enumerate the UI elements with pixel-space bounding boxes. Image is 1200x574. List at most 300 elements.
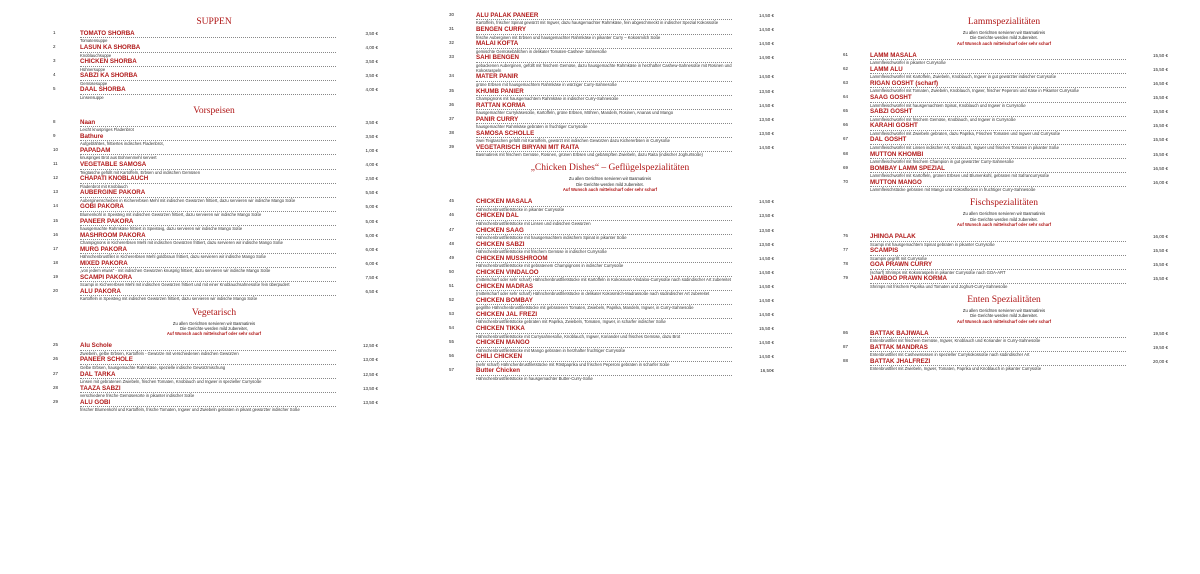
section-note: Die Gerichte werden mild zubereitet. bbox=[970, 216, 1038, 222]
section-note: Die Gerichte werden mild zubereitet, bbox=[180, 325, 248, 331]
item-number: 10 bbox=[53, 147, 59, 153]
item-description: Auberginenscheiben in Kichererbsen Mehl mit indischen Gewürzen frittiert, dazu servieren wir indische Mango Soße bbox=[80, 197, 296, 203]
item-description: (mittelscharf oder sehr scharf) Hähnchenbrustfiletstücke in delikater Kokosmilch-Madrassoße nach südindischer Art zubereitet bbox=[476, 291, 710, 297]
item-name: MATER PANIR bbox=[476, 73, 732, 81]
section-title: „Chicken Dishes“ – Geflügelspezialitäten bbox=[530, 163, 690, 174]
item-name: CHICKEN SHORBA bbox=[80, 58, 336, 66]
menu-column-1 bbox=[50, 12, 378, 413]
menu-item bbox=[840, 358, 1168, 372]
item-description: Hähnchenbrustfiletstücke mit Mango gebraten in herzhafter fruchtiger Currysoße bbox=[476, 347, 626, 353]
item-name: SAHI BENGEN bbox=[476, 54, 732, 62]
item-name: ALU PALAK PANEER bbox=[476, 12, 732, 20]
item-price: 3,50 € bbox=[365, 59, 378, 65]
menu-section bbox=[446, 12, 774, 157]
menu-item bbox=[840, 233, 1168, 247]
item-description: Fladenbrot mit Knoblauch bbox=[80, 183, 128, 189]
item-description: Champignons in Kichererbsen Mehl mit indischen Gewürzen frittiert, dazu servieren wir indische Mango Soße bbox=[80, 240, 283, 246]
item-price: 13,50 € bbox=[758, 213, 774, 219]
item-description: Lammfleischwürfel mit Zwiebeln gebraten, dazu Paprika, Frischen Tomaten und Ingwer und Currysoße bbox=[870, 130, 1061, 136]
menu-item bbox=[50, 232, 378, 246]
item-name: JHINGA PALAK bbox=[870, 233, 1126, 241]
item-number: 3 bbox=[53, 58, 56, 64]
item-price: 13,50 € bbox=[758, 227, 774, 233]
item-price: 19,50 € bbox=[1152, 330, 1168, 336]
item-name: MUTTON KHOMBI bbox=[870, 151, 1126, 159]
item-name: GOA PRAWN CURRY bbox=[870, 261, 1126, 269]
item-name: CHAPATI KNOBLAUCH bbox=[80, 175, 336, 183]
item-number: 20 bbox=[53, 288, 59, 293]
item-price: 16,50 € bbox=[1152, 81, 1168, 87]
item-name: TOMATO SHORBA bbox=[80, 30, 336, 38]
item-description: gemischte Gemüsebällchen in delikater Tomaten-Cashew- Sahnesoße bbox=[476, 48, 607, 54]
menu-item bbox=[446, 144, 774, 158]
item-description: Lammfleischwürfel mit Tomaten, Zwiebeln, Knoblauch, Ingwer, frischer Peperoni und Käse in Pikanter Currysoße bbox=[870, 88, 1079, 94]
menu-item bbox=[446, 353, 774, 367]
item-description: Gemüsesuppe bbox=[80, 80, 108, 86]
menu-section bbox=[50, 106, 378, 302]
item-number: 76 bbox=[843, 233, 849, 239]
menu-item bbox=[840, 344, 1168, 358]
item-name: PANIR CURRY bbox=[476, 116, 732, 124]
item-name: CHICKEN BOMBAY bbox=[476, 297, 732, 305]
item-price: 15,50 € bbox=[1152, 52, 1168, 58]
item-number: 77 bbox=[843, 247, 849, 253]
item-description: gegrillte Hähnchenbrustfiletstücke mit gebratenen Tomaten, Zwiebeln, Paprika, Mandeln, Ingwer, in Curry-Sahnesoße bbox=[476, 305, 694, 311]
item-number: 57 bbox=[449, 367, 455, 373]
menu-item bbox=[446, 54, 774, 73]
item-number: 62 bbox=[843, 65, 849, 71]
item-price: 7,50 € bbox=[365, 274, 378, 280]
menu-item bbox=[840, 80, 1168, 94]
item-description: Entenbrustfilet mit Zwiebeln, Ingwer, Tomaten, Paprika und Knoblauch in pikanter Currysoße bbox=[870, 366, 1042, 372]
item-description: Hähnchenbrustfiletstücke in pikanter Currysoße bbox=[476, 206, 565, 212]
menu-item bbox=[446, 198, 774, 212]
menu-item bbox=[50, 133, 378, 147]
menu-item bbox=[50, 161, 378, 175]
item-price: 15,50 € bbox=[1152, 66, 1168, 72]
item-name: ALU GOBI bbox=[80, 399, 336, 407]
item-name: TAAZA SABZI bbox=[80, 385, 336, 393]
menu-item bbox=[840, 165, 1168, 179]
menu-section bbox=[50, 308, 378, 413]
menu-item bbox=[50, 44, 378, 58]
item-number: 54 bbox=[449, 325, 455, 331]
menu-item bbox=[50, 119, 378, 133]
item-number: 33 bbox=[449, 54, 455, 60]
item-name: LAMM MASALA bbox=[870, 52, 1126, 60]
menu-item bbox=[446, 88, 774, 102]
item-price: 19,50 € bbox=[1152, 344, 1168, 350]
section-note: Zu allen Gerichten servieren wir Basmatireis bbox=[962, 211, 1046, 217]
item-price: 13,50 € bbox=[362, 385, 378, 391]
section-title: Vegetarisch bbox=[191, 307, 237, 318]
item-description: Hähnchenbrustfiletstücke mit frischem Gemüse in indischer Currysoße bbox=[476, 249, 607, 255]
item-price: 3,50 € bbox=[365, 73, 378, 79]
menu-item bbox=[50, 218, 378, 232]
item-name: RATTAN KORMA bbox=[476, 102, 732, 110]
item-description: Entenbrustfilet mit frischem Gemüse, Ingwer, Knoblauch und Koriander in Curry-Sahnesoße bbox=[870, 338, 1041, 344]
item-description: Linsen mit gebratenen Zwiebeln, frischen Tomaten, Knoblauch und Ingwer in spezieller Currysoße bbox=[80, 378, 262, 384]
item-name: SAMOSA SCHOLLE bbox=[476, 130, 732, 138]
item-number: 69 bbox=[843, 164, 849, 170]
menu-item bbox=[446, 116, 774, 130]
item-description: Shrimps mit frischem Paprika und Tomaten und Joghurt-Curry-Sahnesoße bbox=[870, 283, 1008, 289]
item-name: LASUN KA SHORBA bbox=[80, 44, 336, 52]
item-price: 3,50 € bbox=[365, 133, 378, 139]
menu-item bbox=[840, 261, 1168, 275]
item-number: 19 bbox=[53, 273, 59, 279]
item-number: 56 bbox=[449, 353, 455, 359]
item-description: Lammfleischstücke gebraten mit Mango und Kokosflocken in fruchtiger Curry-Sahnesoße bbox=[870, 187, 1036, 193]
menu-item bbox=[840, 179, 1168, 193]
item-number: 14 bbox=[53, 203, 59, 209]
item-price: 4,00 € bbox=[365, 45, 378, 51]
item-price: 5,00 € bbox=[365, 232, 378, 238]
item-name: Naan bbox=[80, 119, 336, 127]
item-description: Entenbrustfilet mit Cashewnüssen in spezieller Currykokossoße nach südindischer Art bbox=[870, 352, 1030, 358]
item-number: 63 bbox=[843, 80, 849, 86]
section-title: Vorspeisen bbox=[193, 105, 235, 116]
item-price: 6,00 € bbox=[365, 246, 378, 252]
item-number: 16 bbox=[53, 231, 59, 237]
item-description: Hähnchenbrustfiletstücke mit gebratenem Champignons in indischer Currysoße bbox=[476, 263, 624, 269]
menu-item bbox=[446, 339, 774, 353]
item-description: Scampi mit hausgemachtem Spinat gebraten in pikanter Currysoße bbox=[870, 241, 995, 247]
item-price: 15,50 € bbox=[1152, 276, 1168, 282]
menu-item bbox=[446, 283, 774, 297]
item-name: BOMBAY LAMM SPEZIAL bbox=[870, 165, 1126, 173]
menu-item bbox=[446, 102, 774, 116]
item-description: Lammfleischwürfel mit frischem Gemüse, Knoblauch, und Ingwer in Currysoße bbox=[870, 116, 1016, 122]
item-description: Hähnchenbrustfiletstücke mit hausgemachtem indischem Spinat in pikanter Soße bbox=[476, 234, 627, 240]
item-description: Linsensuppe bbox=[80, 94, 104, 100]
item-number: 4 bbox=[53, 72, 56, 78]
menu-item bbox=[50, 203, 378, 217]
menu-item bbox=[446, 73, 774, 87]
item-price: 14,50 € bbox=[758, 255, 774, 261]
menu-item bbox=[50, 371, 378, 385]
item-price: 14,50 € bbox=[758, 269, 774, 275]
item-price: 15,50 € bbox=[1152, 248, 1168, 254]
item-name: CHICKEN SABZI bbox=[476, 241, 732, 249]
item-price: 14,50 € bbox=[758, 199, 774, 205]
item-description: Lammfleischwürfel mit Kartoffeln, grünen Erbsen und Blumenkohl, gebraten mit Safrancurrysoße bbox=[870, 173, 1050, 179]
menu-section bbox=[50, 17, 378, 100]
section-note: Auf Wunsch auch mittelscharf oder sehr scharf bbox=[562, 187, 658, 193]
item-name: SABZI KA SHORBA bbox=[80, 72, 336, 80]
item-number: 15 bbox=[53, 217, 59, 223]
item-description: zwei Teigtaschen gefüllt mit Kartoffeln, gewürzt mit indischen Gewürzen dazu Kichererbsen in Currysoße bbox=[476, 138, 670, 144]
menu-section bbox=[446, 163, 774, 381]
menu-item bbox=[840, 52, 1168, 66]
item-number: 61 bbox=[843, 51, 849, 57]
item-number: 86 bbox=[843, 329, 849, 335]
menu-item bbox=[50, 72, 378, 86]
item-description: Zwiebeln, gelbe Erbsen, Kartoffeln - Gewürze mit verschiedenen indischen Gewürzen bbox=[80, 350, 239, 356]
item-number: 37 bbox=[449, 115, 455, 121]
section-note: Die Gerichte werden mild zubereitet. bbox=[970, 313, 1038, 319]
item-price: 5,00 € bbox=[365, 204, 378, 210]
menu-item bbox=[50, 86, 378, 100]
menu-item bbox=[50, 189, 378, 203]
item-description: Scampis gegrillt mit Currysoße bbox=[870, 255, 928, 261]
item-description: Lammfleischwürfel mit Kartoffeln, Zwiebeln, Knoblauch, Ingwer in gut gewürzter indischer Currysoße bbox=[870, 74, 1057, 80]
item-description: Hähnchenbrustfiletstücke mit Linsen und indischen Gewürzen bbox=[476, 220, 591, 226]
item-description: (sehr scharf) Hähnchenbrustfiletstücke mit Röstpaprika und frischen Peperoni gebraten in scharfer Soße bbox=[476, 361, 670, 367]
item-number: 79 bbox=[843, 275, 849, 281]
section-note: Die Gerichte werden mild zubereitet. bbox=[576, 181, 644, 187]
item-price: 1,00 € bbox=[365, 148, 378, 154]
item-number: 5 bbox=[53, 86, 56, 92]
item-name: SABZI GOSHT bbox=[870, 108, 1126, 116]
item-number: 70 bbox=[843, 178, 849, 184]
item-number: 53 bbox=[449, 311, 455, 317]
item-name: MASHROOM PAKORA bbox=[80, 232, 336, 240]
item-number: 36 bbox=[449, 101, 455, 107]
item-number: 17 bbox=[53, 245, 59, 251]
item-name: ALU PAKORA bbox=[80, 288, 336, 296]
menu-column-2 bbox=[446, 12, 774, 382]
menu-item bbox=[446, 12, 774, 26]
item-number: 48 bbox=[449, 240, 455, 246]
item-description: Leicht knuspriges Fladenbrot bbox=[80, 127, 134, 133]
section-note: Zu allen Gerichten servieren wir Basmatireis bbox=[172, 320, 256, 326]
item-description: Hähnchenbrustfiletstücke mit Currysahnesoße, Knoblauch, Ingwer, Koriander und frisches Gemüse, dazu Brot bbox=[476, 333, 681, 339]
item-number: 11 bbox=[53, 161, 58, 167]
item-name: Butter Chicken bbox=[476, 367, 732, 375]
item-name: BATTAK MANDRAS bbox=[870, 344, 1126, 352]
item-number: 28 bbox=[53, 384, 59, 390]
menu-item bbox=[446, 311, 774, 325]
item-price: 14,50 € bbox=[758, 13, 774, 18]
menu-item bbox=[446, 367, 774, 381]
item-price: 14,50 € bbox=[758, 144, 774, 150]
item-name: BATTAK BAJIWALA bbox=[870, 330, 1126, 338]
item-description: hausgemachter Rahmkäse gebraten in fruchtiger Currysoße bbox=[476, 124, 588, 130]
item-number: 26 bbox=[53, 356, 59, 362]
section-note: Zu allen Gerichten servieren wir Basmatireis bbox=[962, 30, 1046, 35]
section-note: Auf Wunsch auch mittelscharf oder sehr scharf bbox=[166, 331, 262, 337]
menu-column-3 bbox=[840, 12, 1168, 372]
item-price: 6,50 € bbox=[365, 289, 378, 294]
menu-item bbox=[50, 385, 378, 399]
item-name: DAL TARKA bbox=[80, 371, 336, 379]
item-description: Kartoffeln, frischer Spinat gewürzt mit Ingwer, dazu hausgemachter Rahmkäse, fein abgeschmeckt in indischer Spezial Kokossoße bbox=[476, 20, 719, 26]
item-name: CHICKEN MASALA bbox=[476, 198, 732, 206]
item-description: gebackenen Auberginen, gefüllt mit frischem Gemüse, dazu hausgemachte Rahmkäse in herzhafter Cashew-Sahnesoße mit Rosinen und Kokosraspeln bbox=[476, 62, 732, 73]
item-number: 65 bbox=[843, 108, 849, 114]
item-description: Hähnchenbrustfilet in Kichererbsen Mehl goldbraun frittiert, dazu servieren wir indische Mango Soße bbox=[80, 254, 266, 260]
item-description: knuspriges Brot aus Bohnenmehl serviert bbox=[80, 155, 157, 161]
menu-item bbox=[50, 356, 378, 370]
item-description: (mittelscharf oder sehr scharf) Hähnchenbrustfiletstücke mit Kartoffeln in Kokosnuss-Vindaloo-Currysoße nach südindischer Art zubereitet bbox=[476, 277, 731, 283]
item-price: 4,00 € bbox=[365, 87, 378, 93]
item-description: Teigtasche gefüllt mit Kartoffeln, Erbsen und indischen Gemüsen bbox=[80, 169, 201, 175]
item-price: 13,50 € bbox=[758, 88, 774, 94]
item-name: MUTTON MANGO bbox=[870, 179, 1126, 187]
item-number: 66 bbox=[843, 122, 849, 128]
item-description: Blumenkohl in Speisteig mit indischen Gewürzen frittiert, dazu servieren wir indische Mango Soße bbox=[80, 211, 262, 217]
item-price: 14,50 € bbox=[758, 283, 774, 289]
menu-item bbox=[840, 122, 1168, 136]
menu-item bbox=[840, 247, 1168, 261]
menu-item bbox=[446, 325, 774, 339]
item-name: PAPADAM bbox=[80, 147, 336, 155]
item-price: 12,50 € bbox=[362, 343, 378, 349]
item-number: 55 bbox=[449, 339, 455, 345]
section-note: Auf Wunsch auch mittelscharf oder sehr scharf bbox=[956, 40, 1052, 46]
item-number: 30 bbox=[449, 12, 455, 17]
item-price: 15,50 € bbox=[1152, 123, 1168, 129]
item-number: 67 bbox=[843, 136, 849, 142]
item-name: RIGAN GOSHT (scharf) bbox=[870, 80, 1126, 88]
menu-item bbox=[50, 342, 378, 356]
item-number: 18 bbox=[53, 259, 59, 265]
menu-item bbox=[446, 130, 774, 144]
item-name: PANEER SCHOLE bbox=[80, 356, 336, 364]
item-name: CHICKEN TIKKA bbox=[476, 325, 732, 333]
item-price: 15,50 € bbox=[1152, 262, 1168, 268]
item-number: 32 bbox=[449, 40, 455, 46]
item-name: GOBI PAKORA bbox=[80, 203, 336, 211]
item-name: LAMM ALU bbox=[870, 66, 1126, 74]
section-note: Die Gerichte werden mild zubereitet. bbox=[970, 35, 1038, 41]
item-description: Lammfleischwürfel mit frischem Champion in gut gewürzter Curry-Sahnesoße bbox=[870, 158, 1014, 164]
item-number: 51 bbox=[449, 282, 455, 288]
item-name: JAMBOO PRAWN KORMA bbox=[870, 275, 1126, 283]
item-description: Champignons mit hausgemachtem Rahmkäse in indischer Curry-Sahnesoße bbox=[476, 95, 619, 101]
menu-item bbox=[446, 297, 774, 311]
item-price: 14,50 € bbox=[758, 340, 774, 346]
menu-item bbox=[50, 399, 378, 413]
item-description: grüne Erbsen mit hausgemachtem Rahmkäse in würziger Curry-Sahnesoße bbox=[476, 81, 617, 87]
section-title: Enten Spezialitäten bbox=[967, 294, 1041, 305]
item-description: Hühnersuppe bbox=[80, 66, 106, 72]
item-number: 34 bbox=[449, 73, 455, 79]
item-number: 68 bbox=[843, 150, 849, 156]
menu-item bbox=[840, 108, 1168, 122]
item-description: Aufgeblähtes, frittiertes indisches Fladenbrot, bbox=[80, 141, 164, 147]
item-name: AUBERGINE PAKORA bbox=[80, 189, 336, 197]
menu-item bbox=[840, 66, 1168, 80]
item-description: hausgemachte Rahmkäse frittiert in Speisteig, dazu servieren wir indische Mango Soße bbox=[80, 225, 243, 231]
item-price: 14,50 € bbox=[758, 312, 774, 318]
item-number: 50 bbox=[449, 268, 455, 274]
item-description: Lammfleischwürfel in pikanter Currysoße bbox=[870, 60, 946, 66]
item-name: CHICKEN DAL bbox=[476, 212, 732, 220]
item-number: 25 bbox=[53, 342, 59, 348]
item-name: MIXED PAKORA bbox=[80, 260, 336, 268]
item-price: 15,50 € bbox=[1152, 95, 1168, 101]
item-name: CHICKEN JAL FREZI bbox=[476, 311, 732, 319]
item-price: 15,50 € bbox=[1152, 109, 1168, 115]
item-description: Gelbe Erbsen, hausgemachte Rahmkäse, spezielle indische Gewürzmischung bbox=[80, 364, 226, 370]
item-price: 13,00 € bbox=[362, 357, 378, 363]
item-price: 14,50 € bbox=[758, 27, 774, 33]
menu-item bbox=[446, 26, 774, 40]
menu-item bbox=[840, 330, 1168, 344]
item-number: 13 bbox=[53, 189, 59, 195]
item-description: Lammfleischwürfel mit hausgemachtem Spinat, Knoblauch und Ingwer in Currysoße bbox=[870, 102, 1026, 108]
menu-item bbox=[50, 175, 378, 189]
item-description: frische Auberginen mit Erbsen und hausgemachter Rahmkäse in pikanter Curry – Kokosmilch Soße bbox=[476, 34, 661, 40]
item-number: 88 bbox=[843, 357, 849, 363]
item-name: SCAMPI PAKORA bbox=[80, 274, 336, 282]
item-name: BENGEN CURRY bbox=[476, 26, 732, 34]
item-number: 46 bbox=[449, 212, 455, 218]
item-number: 87 bbox=[843, 343, 849, 349]
item-description: Scampi in Kichererbsen Mehl mit indischen Gewürzen frittiert und mit einer Knoblauchsahnesoße fein überpudert bbox=[80, 282, 290, 288]
section-title: SUPPEN bbox=[196, 17, 232, 27]
item-name: DAL GOSHT bbox=[870, 136, 1126, 144]
item-name: SAAG GOSHT bbox=[870, 94, 1126, 102]
item-description: Knoblauchsuppe bbox=[80, 52, 112, 58]
item-description: Hähnchenbrustfiletstücke in hausgemachter Butter-Curry-Soße bbox=[476, 375, 593, 381]
item-number: 64 bbox=[843, 94, 849, 100]
item-description: Basmatireis mit frischem Gemüse, Rosinen, grünen Erbsen und gebämpften Zwiebeln, dazu Raita (indischer Joghurtsoße) bbox=[476, 152, 703, 158]
item-price: 14,90 € bbox=[758, 55, 774, 61]
item-price: 15,50 € bbox=[1152, 137, 1168, 143]
section-title: Lammspezialitäten bbox=[967, 17, 1041, 27]
item-price: 20,00 € bbox=[1152, 358, 1168, 364]
item-price: 16,50 € bbox=[1152, 165, 1168, 171]
item-price: 16,50€ bbox=[760, 368, 774, 374]
menu-section bbox=[840, 295, 1168, 372]
item-number: 29 bbox=[53, 398, 59, 404]
item-name: CHICKEN MUSSHROOM bbox=[476, 255, 732, 263]
menu-item bbox=[50, 246, 378, 260]
item-price: 12,50 € bbox=[362, 371, 378, 377]
item-price: 15,50 € bbox=[1152, 151, 1168, 157]
menu-item bbox=[50, 260, 378, 274]
menu-item bbox=[50, 288, 378, 302]
item-price: 2,50 € bbox=[365, 176, 378, 182]
item-price: 13,50 € bbox=[758, 116, 774, 122]
item-name: BATTAK JHALFREZI bbox=[870, 358, 1126, 366]
item-price: 6,00 € bbox=[365, 260, 378, 266]
item-number: 27 bbox=[53, 370, 59, 376]
item-number: 78 bbox=[843, 261, 849, 267]
menu-section bbox=[840, 198, 1168, 289]
item-description: verschiedene frische Gemüsesorte in pikanter indischer Soße bbox=[80, 393, 195, 399]
item-number: 47 bbox=[449, 226, 455, 232]
item-price: 4,00 € bbox=[365, 162, 378, 168]
item-name: SCAMPIS bbox=[870, 247, 1126, 255]
menu-item bbox=[446, 269, 774, 283]
item-number: 52 bbox=[449, 296, 455, 302]
item-description: (scharf) Shrimps mit Kokosraspeln in pikanter Currysoße nach GOA-ART bbox=[870, 269, 1006, 275]
item-price: 15,50 € bbox=[758, 326, 774, 332]
section-title: Fischspezialitäten bbox=[969, 198, 1039, 209]
menu-item bbox=[840, 94, 1168, 108]
item-name: CHILI CHICKEN bbox=[476, 353, 732, 361]
item-name: CHICKEN MANGO bbox=[476, 339, 732, 347]
item-name: CHICKEN SAAG bbox=[476, 227, 732, 235]
item-price: 13,50 € bbox=[362, 399, 378, 405]
item-price: 5,00 € bbox=[365, 218, 378, 224]
item-number: 12 bbox=[53, 175, 59, 181]
menu-item bbox=[50, 147, 378, 161]
item-price: 14,50 € bbox=[758, 354, 774, 360]
menu-item bbox=[446, 255, 774, 269]
item-name: MURG PAKORA bbox=[80, 246, 336, 254]
item-number: 2 bbox=[53, 44, 56, 50]
menu-item bbox=[446, 212, 774, 226]
item-description: hausgemachter Currykäsesoße, Kartoffeln, grüne Erbsen, Möhren, Mandeln, Rosinen, Ananas und Mango bbox=[476, 110, 674, 116]
item-price: 3,50 € bbox=[365, 31, 378, 36]
item-number: 1 bbox=[53, 30, 56, 35]
item-number: 39 bbox=[449, 143, 455, 149]
